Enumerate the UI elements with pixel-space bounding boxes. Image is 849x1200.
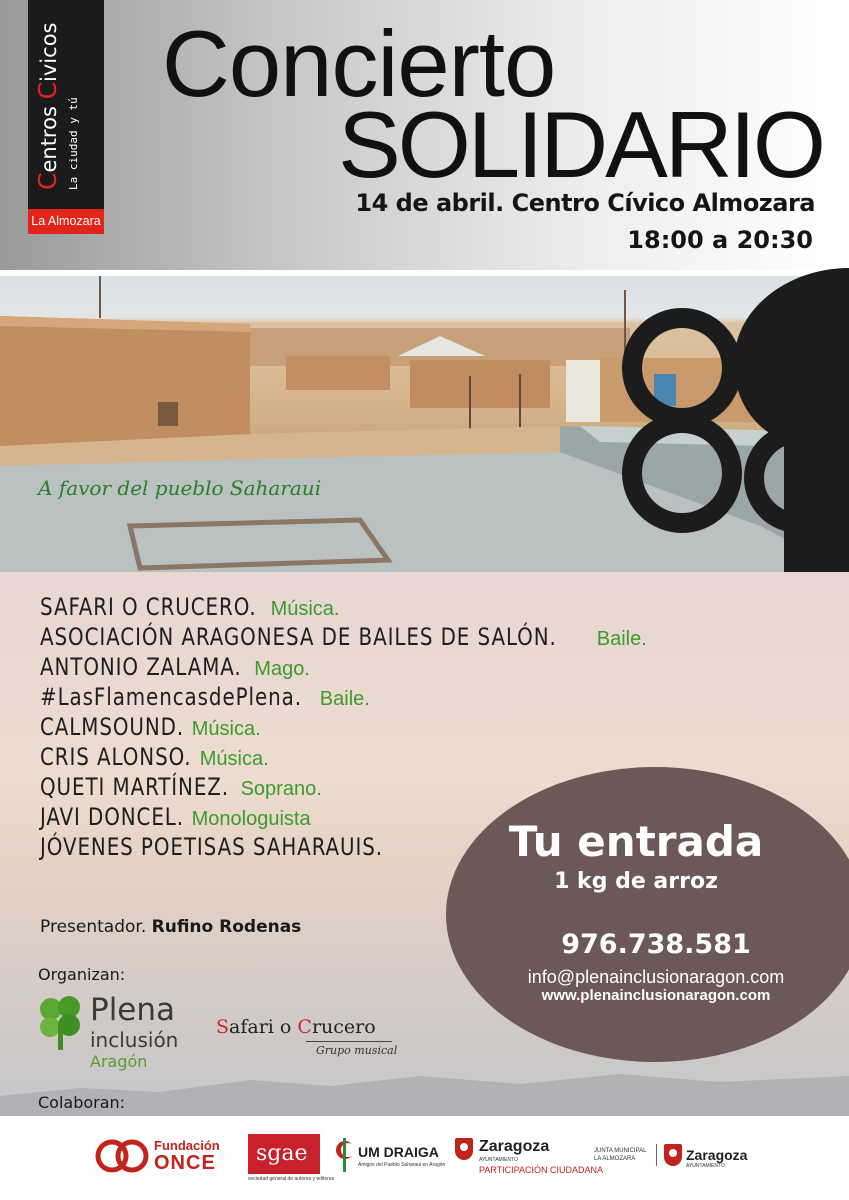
artist-role: Monologuista [191, 808, 311, 830]
list-item [40, 592, 647, 622]
sgae-logo: sgae sociedad general de autores y editores [248, 1134, 328, 1184]
artist-name: ASOCIACIÓN ARAGONESA DE BAILES DE SALÓN. [40, 623, 557, 651]
clover-icon [38, 996, 84, 1052]
title-solidario: SOLIDARIO [338, 92, 823, 197]
brand-tagline: La ciudad y tú [67, 97, 80, 190]
list-item [40, 622, 647, 652]
artist-role: Música. [191, 718, 261, 740]
list-item [40, 652, 647, 682]
wall-window [158, 402, 178, 426]
artist-role: Baile. [596, 628, 647, 650]
plena-word: Plena [90, 992, 176, 1028]
ticket-price: 1 kg de arroz [554, 869, 718, 894]
list-item [40, 712, 647, 742]
plena-inclusion-logo [38, 992, 198, 1072]
artist-name: SAFARI O CRUCERO. [40, 593, 257, 621]
artist-role: Música. [270, 598, 340, 620]
artist-name: #LasFlamencasdePlena. [40, 683, 302, 711]
la-almozara-badge: La Almozara [28, 209, 104, 234]
um-draiga-logo: UM DRAIGA Amigos del Pueblo Saharaui en Aragón [334, 1134, 454, 1184]
mud-wall-left [0, 316, 250, 448]
poster-header [0, 0, 849, 270]
artist-role: Baile. [319, 688, 370, 710]
artist-role: Mago. [254, 658, 310, 680]
safari-subtitle: Grupo musical [316, 1044, 398, 1057]
artist-role: Música. [199, 748, 269, 770]
fundacion-once-logo: Fundación ONCE [94, 1134, 239, 1184]
presenter-name: Rufino Rodenas [151, 917, 302, 937]
centros-civicos-logo [28, 0, 104, 234]
zaragoza-shield-icon [664, 1144, 682, 1166]
zaragoza-shield-icon [455, 1138, 473, 1160]
event-time: 18:00 a 20:30 [627, 226, 813, 254]
sponsors-footer [0, 1116, 849, 1200]
presenter-line [40, 917, 301, 937]
plena-inclusion-symbol-icon [614, 268, 849, 574]
artist-name: JÓVENES POETISAS SAHARAUIS. [40, 833, 384, 861]
zaragoza-participacion-logo: Zaragoza AYUNTAMIENTO PARTICIPACIÓN CIUDADANA [455, 1134, 590, 1184]
contact-phone[interactable]: 976.738.581 [561, 929, 751, 960]
brand-letter-c: C [33, 172, 62, 190]
inclusion-word: inclusión [90, 1028, 179, 1052]
mud-wall-center [410, 360, 550, 408]
title-concierto: Concierto [162, 11, 556, 116]
collaborators-heading: Colaboran: [38, 1093, 126, 1112]
artist-name: QUETI MARTÍNEZ. [40, 773, 230, 801]
junta-municipal-logo: JUNTA MUNICIPAL LA ALMOZARA Zaragoza AYUNTAMIENTO [594, 1134, 759, 1184]
artist-role: Soprano. [240, 778, 322, 800]
event-date-place: 14 de abril. Centro Cívico Almozara [355, 189, 815, 217]
artist-name: JAVI DONCEL. [40, 803, 185, 831]
safari-o-crucero-logo: Safari o Crucero Grupo musical [216, 1016, 398, 1057]
brand-text-entros: entros [37, 99, 61, 173]
artist-name: CALMSOUND. [40, 713, 185, 741]
contact-website[interactable]: www.plenainclusionaragon.com [541, 987, 771, 1004]
artist-name: CRIS ALONSO. [40, 743, 192, 771]
once-rings-icon [94, 1136, 152, 1176]
white-wall [566, 360, 602, 422]
presenter-label: Presentador. [40, 917, 147, 937]
lineup-section [0, 572, 849, 1116]
brand-letter-c-accent: C [33, 81, 62, 100]
mud-wall-middle [286, 356, 390, 390]
photo-caption: A favor del pueblo Saharaui [38, 476, 322, 500]
centros-civicos-wordmark [33, 20, 96, 190]
organizers-heading: Organizan: [38, 965, 126, 984]
ticket-info-oval [446, 767, 849, 1062]
contact-email[interactable]: info@plenainclusionaragon.com [527, 967, 785, 987]
list-item [40, 742, 647, 772]
ticket-title: Tu entrada [508, 817, 764, 866]
aragon-word: Aragón [90, 1052, 148, 1071]
list-item [40, 682, 647, 712]
sahrawi-flag-icon [334, 1134, 356, 1174]
brand-text-ivicos: ivicos [37, 22, 61, 82]
artist-name: ANTONIO ZALAMA. [40, 653, 242, 681]
